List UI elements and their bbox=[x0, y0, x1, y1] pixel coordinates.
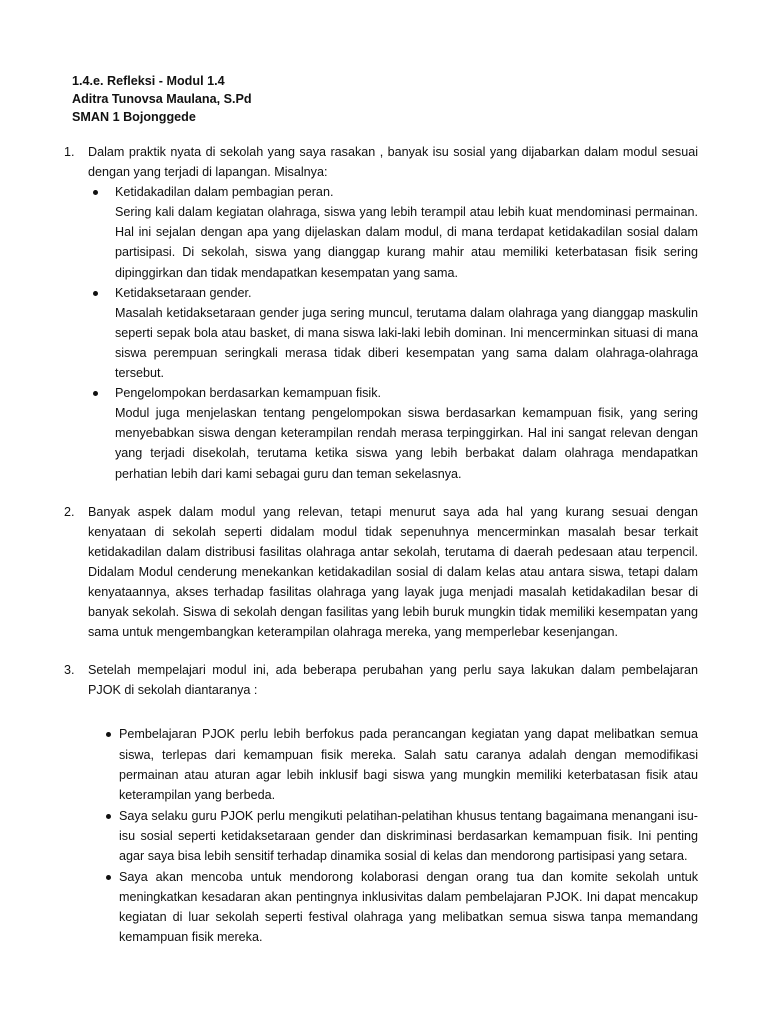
item-intro: Setelah mempelajari modul ini, ada beberapa perubahan yang perlu saya lakukan dalam pembelajaran PJOK di sekolah diantaranya : bbox=[88, 663, 698, 698]
bullet-item bbox=[64, 283, 698, 383]
bullet-body: Saya akan mencoba untuk mendorong kolaborasi dengan orang tua dan komite sekolah untuk meningkatkan kesadaran akan pentingnya inklusivitas dalam pembelajaran PJOK. Ini dapat mencakup kegiatan di luar sekolah seperti festival olahraga yang melibatkan semua siswa tanpa memandang kemampuan fisik mereka. bbox=[119, 869, 698, 945]
bullet-body: Saya selaku guru PJOK perlu mengikuti pelatihan-pelatihan khusus tentang bagaimana menangani isu-isu sosial seperti ketidaksetaraan gender dan diskriminasi berdasarkan kemampuan fisik. Ini penting agar saya bisa lebih sensitif terhadap dinamika sosial di kelas dan mendorong partisipasi yang setara. bbox=[119, 808, 698, 864]
bullet-item bbox=[64, 806, 698, 867]
bullet-title: Ketidaksetaraan gender. bbox=[115, 285, 252, 300]
bullet-dot-icon bbox=[106, 875, 111, 880]
bullet-list bbox=[64, 724, 698, 947]
document-header bbox=[72, 72, 672, 126]
bullet-body: Masalah ketidaksetaraan gender juga sering muncul, terutama dalam olahraga yang dianggap maskulin seperti sepak bola atau basket, di mana siswa laki-laki lebih dominan. Ini mencerminkan situasi di mana siswa perempuan seringkali merasa tidak diberi kesempatan yang sama dalam olahraga-olahraga tersebut. bbox=[115, 305, 698, 381]
bullet-item bbox=[64, 182, 698, 282]
paragraph-spacer bbox=[64, 484, 698, 502]
bullet-item bbox=[64, 724, 698, 805]
item-number: 3. bbox=[64, 663, 75, 678]
bullet-item bbox=[64, 867, 698, 948]
bullet-title: Ketidakadilan dalam pembagian peran. bbox=[115, 185, 334, 200]
item-number: 1. bbox=[64, 145, 75, 159]
numbered-item-3 bbox=[64, 660, 698, 947]
bullet-dot-icon bbox=[93, 391, 98, 396]
bullet-dot-icon bbox=[93, 291, 98, 296]
bullet-body: Sering kali dalam kegiatan olahraga, siswa yang lebih terampil atau lebih kuat mendominasi permainan. Hal ini sejalan dengan apa yang dijelaskan dalam modul, di mana terdapat ketidakadilan sosial dalam partisipasi. Di sekolah, siswa yang dianggap kurang mahir atau memiliki keterbatasan fisik sering dipinggirkan dan tidak mendapatkan kesempatan yang sama. bbox=[115, 205, 698, 280]
numbered-item-1 bbox=[64, 142, 698, 484]
bullet-dot-icon bbox=[106, 814, 111, 819]
item-intro: Dalam praktik nyata di sekolah yang saya rasakan , banyak isu sosial yang dijabarkan dalam modul sesuai dengan yang terjadi di lapangan. Misalnya: bbox=[88, 145, 698, 180]
item-intro: Banyak aspek dalam modul yang relevan, tetapi menurut saya ada hal yang kurang sesuai dengan kenyataan di sekolah seperti didalam modul tidak sepenuhnya mencerminkan masalah besar terkait ketidakadilan dalam distribusi fasilitas olahraga antar sekolah, terutama di daerah pedesaan atau terpencil. Didalam Modul cenderung menekankan ketidakadilan sosial di dalam kelas atau antara siswa, tetapi dalam kenyataannya, akses terhadap fasilitas olahraga yang layak juga menjadi masalah ketidakadilan besar di banyak sekolah. Siswa di sekolah dengan fasilitas yang lebih buruk mungkin tidak memiliki kesempatan yang sama untuk mengembangkan keterampilan olahraga mereka, yang memperlebar kesenjangan. bbox=[88, 504, 698, 640]
document-title: 1.4.e. Refleksi - Modul 1.4 bbox=[72, 74, 225, 88]
bullet-dot-icon bbox=[106, 732, 111, 737]
author-name: Aditra Tunovsa Maulana, S.Pd bbox=[72, 92, 252, 106]
paragraph-spacer bbox=[64, 642, 698, 660]
bullet-list bbox=[64, 182, 698, 483]
paragraph-spacer bbox=[64, 700, 698, 724]
bullet-title: Pengelompokan berdasarkan kemampuan fisik. bbox=[115, 386, 382, 401]
school-name: SMAN 1 Bojonggede bbox=[72, 110, 196, 124]
document-body bbox=[64, 142, 698, 948]
bullet-dot-icon bbox=[93, 190, 98, 195]
item-number: 2. bbox=[64, 504, 75, 519]
numbered-item-2 bbox=[64, 502, 698, 643]
bullet-body: Pembelajaran PJOK perlu lebih berfokus pada perancangan kegiatan yang dapat melibatkan semua siswa, terlepas dari kemampuan fisik mereka. Salah satu caranya adalah dengan memodifikasi permainan atau aturan agar lebih inklusif bagi siswa yang mungkin memiliki keterbatasan fisik atau keterampilan yang berbeda. bbox=[119, 727, 698, 803]
bullet-item bbox=[64, 383, 698, 483]
bullet-body: Modul juga menjelaskan tentang pengelompokan siswa berdasarkan kemampuan fisik, yang sering menyebabkan siswa dengan keterampilan rendah merasa terpinggirkan. Hal ini sangat relevan dengan yang terjadi disekolah, terutama ketika siswa yang lebih berbakat dalam olahraga mendapatkan perhatian lebih dari kami sebagai guru dan teman sekelasnya. bbox=[115, 406, 698, 481]
